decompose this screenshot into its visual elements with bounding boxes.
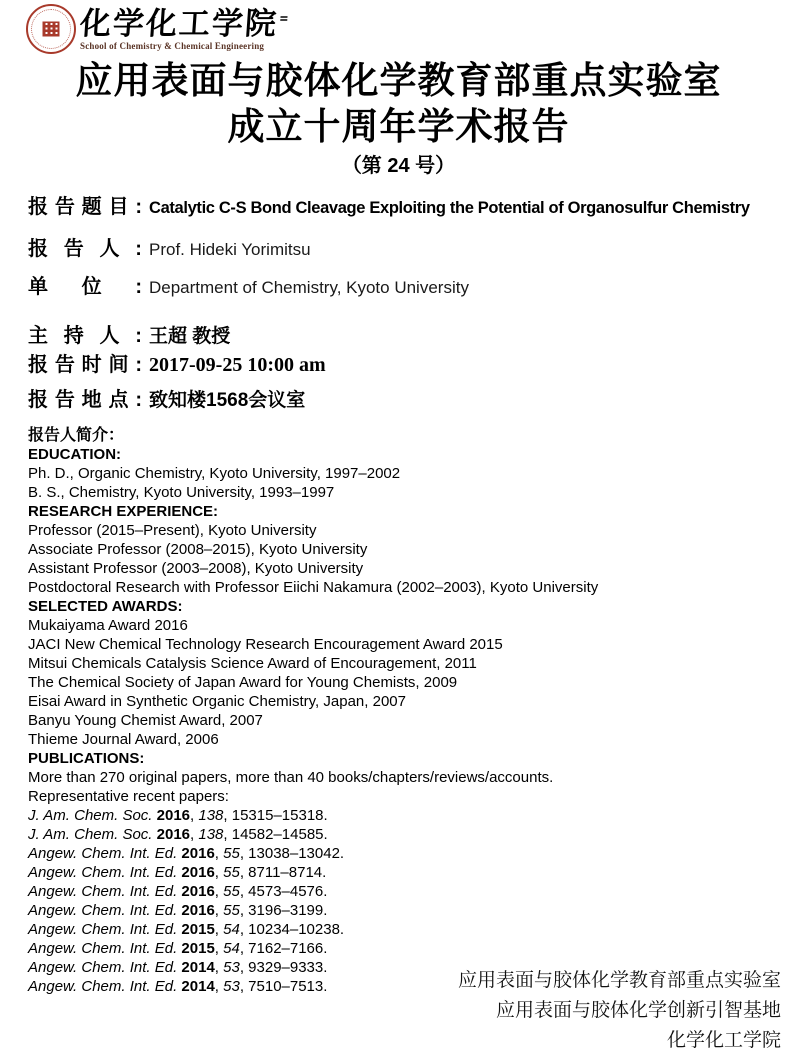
bio-line: JACI New Chemical Technology Research Encouragement Award 2015: [28, 636, 503, 653]
footer: [458, 966, 781, 1056]
publication-journal: J. Am. Chem. Soc.: [28, 807, 153, 824]
logo: [26, 4, 287, 54]
info-label: [28, 324, 142, 348]
bio-line: B. S., Chemistry, Kyoto University, 1993–1997: [28, 484, 335, 501]
logo-english-name: School of Chemistry & Chemical Engineering: [80, 41, 265, 51]
publication-journal: J. Am. Chem. Soc.: [28, 826, 153, 843]
info-label-char: 点: [108, 389, 129, 411]
publication-item: J. Am. Chem. Soc. 2016, 138, 15315–15318.: [28, 807, 328, 824]
bio-line: Postdoctoral Research with Professor Eiichi Nakamura (2002–2003), Kyoto University: [28, 579, 599, 596]
info-label: [28, 237, 142, 261]
publication-item: Angew. Chem. Int. Ed. 2016, 55, 13038–13042.: [28, 845, 345, 862]
publication-year: 2016: [156, 807, 191, 824]
info-label: [28, 275, 142, 299]
main-title-line2: 成立十周年学术报告: [227, 106, 570, 147]
publication-volume: 54: [223, 940, 240, 957]
bio-line: Associate Professor (2008–2015), Kyoto University: [28, 541, 368, 558]
publication-item: Angew. Chem. Int. Ed. 2016, 55, 4573–4576.: [28, 883, 328, 900]
info-label-char: 人: [99, 238, 120, 260]
publication-volume: 138: [198, 807, 224, 824]
university-seal-icon: [26, 4, 76, 54]
bio-line: PUBLICATIONS:: [28, 750, 145, 767]
info-label-char: 告: [54, 354, 75, 376]
publication-volume: 54: [223, 921, 240, 938]
seal-emblem: [43, 22, 60, 37]
bio-line: Assistant Professor (2003–2008), Kyoto University: [28, 560, 364, 577]
bio-line: Eisai Award in Synthetic Organic Chemistry, Japan, 2007: [28, 693, 406, 710]
publication-journal: Angew. Chem. Int. Ed.: [28, 883, 178, 900]
publication-journal: Angew. Chem. Int. Ed.: [28, 902, 178, 919]
logo-chinese-name-text: 化学化工学院: [78, 6, 280, 41]
issue-number: （第 24 号）: [341, 155, 456, 177]
bio-line: EDUCATION:: [28, 446, 122, 463]
publication-journal: Angew. Chem. Int. Ed.: [28, 978, 178, 995]
publication-year: 2016: [156, 826, 191, 843]
publication-volume: 55: [223, 883, 240, 900]
info-value: 王超 教授: [149, 326, 231, 347]
info-label-char: :: [135, 389, 142, 411]
info-row: [28, 237, 797, 261]
publication-year: 2014: [181, 959, 215, 976]
publication-item: J. Am. Chem. Soc. 2016, 138, 14582–14585.: [28, 826, 328, 843]
bio-line: More than 270 original papers, more than 40 books/chapters/reviews/accounts.: [28, 769, 554, 786]
publication-volume: 138: [198, 826, 224, 843]
publication-volume: 55: [223, 845, 240, 862]
info-label-char: 单: [28, 276, 48, 298]
logo-chinese-name: [79, 8, 288, 40]
info-label-char: 报: [28, 389, 48, 411]
bio-line: Ph. D., Organic Chemistry, Kyoto University, 1997–2002: [28, 465, 401, 482]
publication-year: 2014: [181, 978, 215, 995]
publication-year: 2015: [181, 940, 215, 957]
info-label-char: 题: [81, 196, 102, 218]
info-row: [28, 321, 797, 348]
info-value: Catalytic C-S Bond Cleavage Exploiting the Potential of Organosulfur Chemistry: [149, 199, 750, 217]
info-label-char: :: [135, 276, 142, 298]
publication-volume: 53: [223, 959, 240, 976]
publication-year: 2015: [181, 921, 215, 938]
footer-line: 应用表面与胶体化学教育部重点实验室: [457, 970, 781, 991]
footer-line: 化学化工学院: [666, 1030, 781, 1051]
info-label-char: 报: [28, 238, 48, 260]
info-value: 致知楼1568会议室: [149, 390, 306, 411]
publication-year: 2016: [181, 883, 215, 900]
publication-journal: Angew. Chem. Int. Ed.: [28, 940, 178, 957]
bio-line: Banyu Young Chemist Award, 2007: [28, 712, 263, 729]
info-label-char: 位: [81, 276, 102, 298]
bio-line: Professor (2015–Present), Kyoto University: [28, 522, 317, 539]
footer-line: 应用表面与胶体化学创新引智基地: [495, 1000, 781, 1021]
publication-volume: 53: [223, 978, 240, 995]
info-label-char: 地: [81, 389, 102, 411]
publication-year: 2016: [181, 902, 215, 919]
bio-line: Mitsui Chemicals Catalysis Science Award of Encouragement, 2011: [28, 655, 477, 672]
info-label-char: 主: [28, 325, 48, 347]
publication-volume: 55: [223, 902, 240, 919]
info-label-char: 目: [108, 196, 129, 218]
info-label-char: 间: [108, 354, 129, 376]
bio-line: SELECTED AWARDS:: [28, 598, 183, 615]
info-label-char: 人: [99, 325, 120, 347]
publication-journal: Angew. Chem. Int. Ed.: [28, 921, 178, 938]
publication-item: Angew. Chem. Int. Ed. 2015, 54, 7162–7166.: [28, 940, 328, 957]
info-value: 2017-09-25 10:00 am: [149, 354, 326, 376]
logo-seal-mark: [280, 14, 288, 23]
info-label-char: :: [135, 196, 142, 218]
info-row: [28, 385, 797, 412]
bio-section: [28, 426, 797, 996]
info-label: [28, 353, 142, 377]
info-value: Prof. Hideki Yorimitsu: [149, 240, 311, 259]
main-title-line1: 应用表面与胶体化学教育部重点实验室: [75, 60, 722, 101]
info-label: [28, 388, 142, 412]
info-row: [28, 195, 797, 219]
info-row: [28, 275, 797, 299]
info-label-char: :: [135, 325, 142, 347]
bio-lines: [28, 445, 797, 806]
bio-line: Thieme Journal Award, 2006: [28, 731, 219, 748]
publication-item: Angew. Chem. Int. Ed. 2015, 54, 10234–10238.: [28, 921, 345, 938]
publication-year: 2016: [181, 864, 215, 881]
publication-volume: 55: [223, 864, 240, 881]
info-label-char: 报: [28, 354, 48, 376]
info-value: Department of Chemistry, Kyoto University: [149, 278, 469, 297]
info-label-char: 告: [63, 238, 84, 260]
info-label-char: 告: [54, 196, 75, 218]
info-label-char: 持: [63, 325, 84, 347]
publication-year: 2016: [181, 845, 215, 862]
bio-line: Mukaiyama Award 2016: [28, 617, 188, 634]
publication-journal: Angew. Chem. Int. Ed.: [28, 845, 178, 862]
info-label-char: 告: [54, 389, 75, 411]
bio-line: Representative recent papers:: [28, 788, 229, 805]
info-label: [28, 195, 142, 219]
bio-heading: 报告人简介：: [28, 427, 125, 444]
logo-text: [80, 4, 287, 51]
bio-line: The Chemical Society of Japan Award for Young Chemists, 2009: [28, 674, 458, 691]
publication-item: Angew. Chem. Int. Ed. 2016, 55, 3196–3199.: [28, 902, 328, 919]
publication-journal: Angew. Chem. Int. Ed.: [28, 864, 178, 881]
info-label-char: :: [135, 354, 142, 376]
info-row: [28, 353, 797, 377]
publication-item: Angew. Chem. Int. Ed. 2016, 55, 8711–8714.: [28, 864, 327, 881]
info-label-char: 时: [81, 354, 102, 376]
publication-journal: Angew. Chem. Int. Ed.: [28, 959, 178, 976]
bio-line: RESEARCH EXPERIENCE:: [28, 503, 219, 520]
info-section: [28, 195, 797, 412]
publication-item: Angew. Chem. Int. Ed. 2014, 53, 9329–9333.: [28, 959, 328, 976]
info-label-char: 报: [28, 196, 48, 218]
publication-item: Angew. Chem. Int. Ed. 2014, 53, 7510–7513.: [28, 978, 328, 995]
info-label-char: :: [135, 238, 142, 260]
